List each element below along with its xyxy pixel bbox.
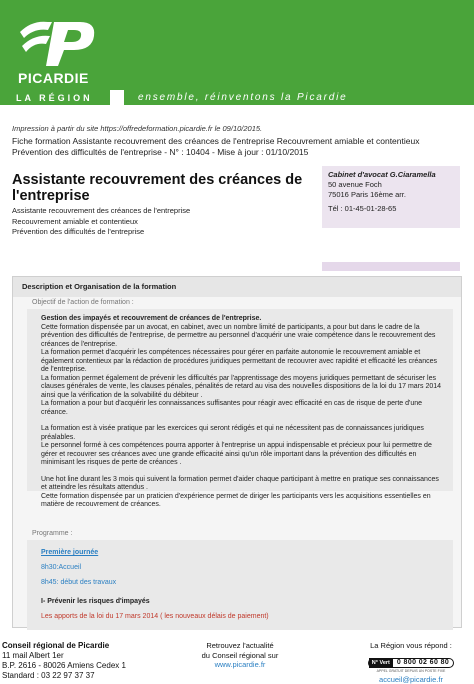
section-header: Description et Organisation de la formation xyxy=(13,277,461,297)
footer-email-link[interactable]: accueil@picardie.fr xyxy=(348,675,474,684)
contact-address: 50 avenue Foch xyxy=(328,180,454,190)
subtitle-line: Assistante recouvrement des créances de l'entreprise xyxy=(12,206,312,217)
footer-address xyxy=(2,641,172,681)
footer-org: Conseil régional de Picardie xyxy=(2,641,172,651)
contact-phone: Tél : 01-45-01-28-65 xyxy=(328,204,454,214)
programme-section-item: Les apports de la loi du 17 mars 2014 ( les nouveaux délais de paiement) xyxy=(41,612,439,621)
contact-name: Cabinet d'avocat G.Ciaramella xyxy=(328,170,454,180)
objective-content xyxy=(27,309,453,491)
header-slogan: ensemble, réinventons la Picardie xyxy=(138,92,347,103)
footer-contact-title: La Région vous répond : xyxy=(348,641,474,651)
header-banner xyxy=(0,0,474,105)
numero-vert-number: 0 800 02 60 80 xyxy=(393,658,453,668)
programme-label: Programme : xyxy=(32,530,72,537)
schedule-item: 8h45: début des travaux xyxy=(41,578,439,587)
description-section xyxy=(12,276,462,628)
header-divider xyxy=(110,90,124,105)
footer-phone: Standard : 03 22 97 37 37 xyxy=(2,671,172,681)
footer-news-line: Retrouvez l'actualité xyxy=(190,641,290,651)
footer-address-line: 11 mail Albert 1er xyxy=(2,651,172,661)
objective-paragraph: Une hot line durant les 3 mois qui suivent la formation permet d'aider chaque participant à mettre en pratique ses connaissances et atteindre les résultats attendus . Cette formation dispensée par un praticien d'expérience permet de diriger les participants vers les acquisitions essentielles en matière de recouvrement de créances. xyxy=(41,476,443,510)
footer-address-line: B.P. 2616 - 80026 Amiens Cedex 1 xyxy=(2,661,172,671)
schedule-item: 8h30:Accueil xyxy=(41,563,439,572)
brand-name: PICARDIE xyxy=(18,70,89,86)
print-info: Impression à partir du site https://offredeformation.picardie.fr le 09/10/2015. xyxy=(12,124,262,133)
numero-vert-badge xyxy=(368,658,454,668)
programme-content xyxy=(27,540,453,630)
footer-contact xyxy=(348,641,474,684)
footer-news-line: du Conseil régional sur xyxy=(190,651,290,661)
picardie-p-logo-icon xyxy=(18,16,98,68)
objective-paragraph: Cette formation dispensée par un avocat, en cabinet, avec un nombre limité de participants, a pour but dans le cadre de la prévention des difficultés de l'entreprise, de permettre au personnel d'acquérir une vraie compétence dans le recouvrement des créances de l'entreprise. La formation permet d'acquérir les compétences nécessaires pour gérer en parfaite autonomie le recouvrement amiable et également contentieux par la rédaction de procédures juridiques permettant de recouvrer avec rapidité et efficacité les créances de l'entreprise. La formation permet également de prévenir les difficultés par l'apprentissage des moyens juridiques permettant de sécuriser les clauses générales de vente, les clauses pénales, pénalités de retard au visa des nouvelles dispositions de la loi du 17 mars 2014 ainsi que la vérification de la solvabilité du débiteur . La formation a pour but d'acquérir les connaissances suffisantes pour réagir avec efficacité en cas de risque de perte d'une créance. xyxy=(41,324,443,418)
brand-region: LA RÉGION xyxy=(16,93,93,103)
subtitle-line: Prévention des difficultés de l'entreprise xyxy=(12,227,312,238)
objective-title: Gestion des impayés et recouvrement de créances de l'entreprise. xyxy=(41,315,443,324)
objective-label: Objectif de l'action de formation : xyxy=(32,299,134,306)
programme-day: Première journée xyxy=(41,548,439,557)
footer-site-link[interactable]: www.picardie.fr xyxy=(190,660,290,670)
decorative-bar xyxy=(322,262,460,271)
numero-vert-note: APPEL GRATUIT DEPUIS UN POSTE FIXE xyxy=(348,669,474,674)
objective-paragraph: La formation est à visée pratique par les exercices qui seront rédigés et qui ne nécessitent pas de connaissances juridiques préalables. Le personnel formé à ces compétences pourra apporter à l'entreprise un appui indispensable et précieux pour lui permettre de gérer et recouvrer ses créances avec une grande efficacité ainsi qu'un rôle important dans la prévention des difficultés en minimisant les risques de perte de créances . xyxy=(41,425,443,468)
numero-vert-label: N° Vert xyxy=(369,658,393,668)
programme-section-title: I- Prévenir les risques d'impayés xyxy=(41,597,439,606)
footer xyxy=(0,637,474,678)
contact-city: 75016 Paris 16ème arr. xyxy=(328,190,454,200)
subtitle-block xyxy=(12,206,312,238)
subtitle-line: Recouvrement amiable et contentieux xyxy=(12,217,312,228)
contact-card xyxy=(322,166,460,228)
fiche-info: Fiche formation Assistante recouvrement des créances de l'entreprise Recouvrement amiable et contentieux Prévention des difficultés de l'entreprise - N° : 10404 - Mise à jour : 01/10/2015 xyxy=(12,136,462,158)
footer-news xyxy=(190,641,290,670)
page-title: Assistante recouvrement des créances de l'entreprise xyxy=(12,172,312,204)
